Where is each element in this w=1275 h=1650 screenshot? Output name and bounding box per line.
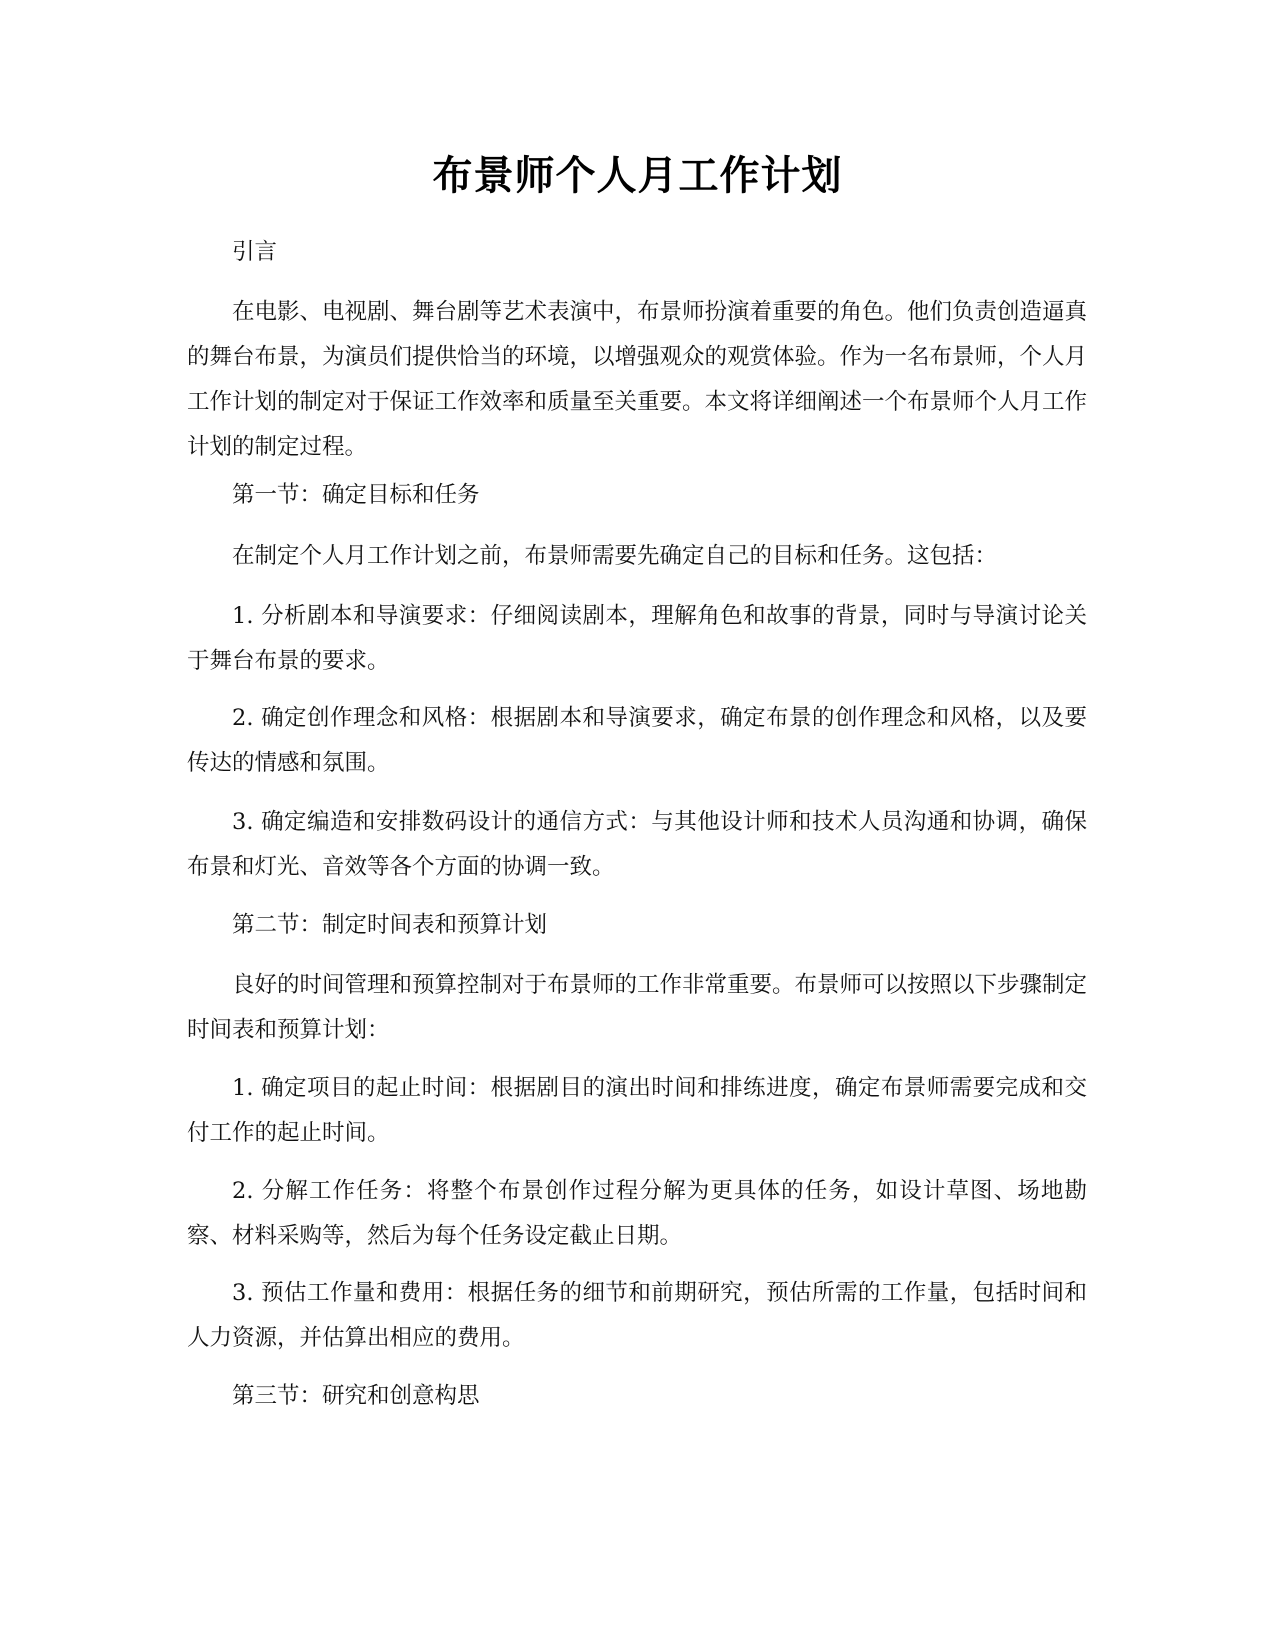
section-heading-3: 第三节：研究和创意构思 bbox=[232, 1383, 480, 1409]
list-item-2-3: 3. 预估工作量和费用：根据任务的细节和前期研究，预估所需的工作量，包括时间和人力资源，并估算出相应的费用。 bbox=[187, 1280, 1087, 1351]
section-heading-intro: 引言 bbox=[232, 239, 278, 265]
section-heading-1: 第一节：确定目标和任务 bbox=[232, 482, 480, 508]
document-title: 布景师个人月工作计划 bbox=[432, 153, 843, 199]
paragraph-section-2-intro: 良好的时间管理和预算控制对于布景师的工作非常重要。布景师可以按照以下步骤制定时间表和预算计划： bbox=[187, 972, 1088, 1043]
section-heading-2: 第二节：制定时间表和预算计划 bbox=[232, 912, 548, 938]
paragraph-section-1-intro: 在制定个人月工作计划之前，布景师需要先确定自己的目标和任务。这包括： bbox=[232, 543, 998, 569]
paragraph-intro-body: 在电影、电视剧、舞台剧等艺术表演中，布景师扮演着重要的角色。他们负责创造逼真的舞台布景，为演员们提供恰当的环境，以增强观众的观赏体验。作为一名布景师，个人月工作计划的制定对于保证工作效率和质量至关重要。本文将详细阐述一个布景师个人月工作计划的制定过程。 bbox=[187, 299, 1088, 460]
list-item-2-2: 2. 分解工作任务：将整个布景创作过程分解为更具体的任务，如设计草图、场地勘察、材料采购等，然后为每个任务设定截止日期。 bbox=[187, 1178, 1087, 1249]
list-item-1-3: 3. 确定编造和安排数码设计的通信方式：与其他设计师和技术人员沟通和协调，确保布景和灯光、音效等各个方面的协调一致。 bbox=[187, 809, 1087, 880]
list-item-1-1: 1. 分析剧本和导演要求：仔细阅读剧本，理解角色和故事的背景，同时与导演讨论关于舞台布景的要求。 bbox=[187, 603, 1087, 674]
list-item-2-1: 1. 确定项目的起止时间：根据剧目的演出时间和排练进度，确定布景师需要完成和交付工作的起止时间。 bbox=[187, 1075, 1087, 1146]
list-item-1-2: 2. 确定创作理念和风格：根据剧本和导演要求，确定布景的创作理念和风格，以及要传达的情感和氛围。 bbox=[187, 705, 1087, 776]
